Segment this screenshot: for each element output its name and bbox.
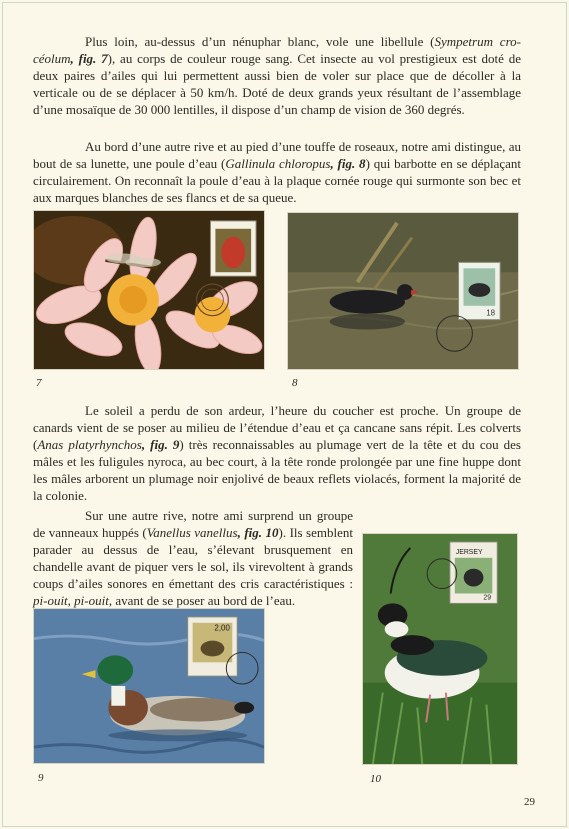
figure-9-stamp-value: 2,00 (214, 623, 230, 633)
figure-10-lapwing-photo (362, 533, 518, 765)
figure-8-moorhen-photo (287, 212, 519, 370)
figure-7-number: 7 (36, 377, 42, 389)
paragraph-lapwings (33, 507, 353, 609)
p2-fig-ref: , fig. 8 (330, 156, 366, 171)
p3-text-a: Le soleil a perdu de son ardeur, l’heure du coucher est proche. Un groupe de canards vient de se poser au milieu de l’étendue d’eau et ça cancane sans répit. Les colverts ( (33, 403, 521, 452)
figure-9-number: 9 (38, 772, 44, 784)
page-number: 29 (524, 796, 535, 808)
p4-fig-ref: , fig. 10 (237, 525, 279, 540)
p3-text-b: ) très reconnaissables au plumage vert de la tête et du cou des mâles et les fuligules nyroca, au bec court, à la tête ronde prolongée par une fine huppe dont les mâles arborent un plumage noir enjolivé de beaux reflets violacés, forment la majorité de la colonie. (33, 437, 521, 503)
figure-10-number: 10 (370, 773, 381, 785)
figure-9-mallard-photo (33, 608, 265, 764)
p2-scientific-name: Gallinula chloropus (225, 156, 331, 171)
figure-10-stamp-country: JERSEY (455, 548, 483, 556)
figure-7-water-lily-photo (33, 210, 265, 370)
p2-text-b: ) qui barbotte en se déplaçant circulairement. On reconnaît la poule d’eau à la plaque cornée rouge qui surmonte son bec et aux marques blanches de ses flancs et de sa queue. (33, 156, 522, 205)
p1-scientific-name: Sympetrum cro- céolum (33, 34, 521, 66)
p3-fig-ref: , fig. 9 (141, 437, 180, 452)
p4-text-c: avant de se poser au bord de l’eau. (112, 593, 296, 608)
figure-8-number: 8 (292, 377, 298, 389)
figure-8-stamp-value: 18 (486, 308, 496, 318)
p4-text-a: Sur une autre rive, notre ami surprend un groupe de vanneaux huppés ( (33, 508, 353, 540)
p4-text-b: ). Ils semblent parader au dessus de l’eau, s’élevant brusquement en chandelle avant de piquer vers le sol, ils virevoltent à grands coups d’ailes sonores en émettant des cris caractéristiques : (33, 525, 353, 591)
p1-text-b: ), au corps de couleur rouge sang. Cet insecte au vol prestigieux est doté de deux paires d’ailes qui lui permettent aussi bien de voler sur place que de décoller à la verticale ou de se déplacer à 50 km/h. Doté de deux grands yeux résultant de l’assemblage d’une mosaïque de 30 000 lentilles, il dispose d’un champ de vision de 360 degrés. (33, 51, 521, 117)
p1-text-a: Plus loin, au-dessus d’un nénuphar blanc, vole une libellule ( (85, 34, 435, 49)
paragraph-mallards (33, 402, 521, 504)
p4-call: pi-ouit, pi-ouit, (33, 593, 113, 608)
paragraph-dragonfly (33, 33, 521, 118)
figure-10-stamp-value: 29 (483, 594, 492, 602)
paragraph-moorhen (33, 138, 521, 206)
p3-scientific-name: Anas platyrhynchos (37, 437, 142, 452)
p4-scientific-name: Vanellus vanellus (146, 525, 238, 540)
p2-text-a: Au bord d’une autre rive et au pied d’une touffe de roseaux, notre ami distingue, au bout de sa lunette, une poule d’eau ( (33, 139, 521, 171)
p1-fig-ref: , fig. 7 (70, 51, 108, 66)
